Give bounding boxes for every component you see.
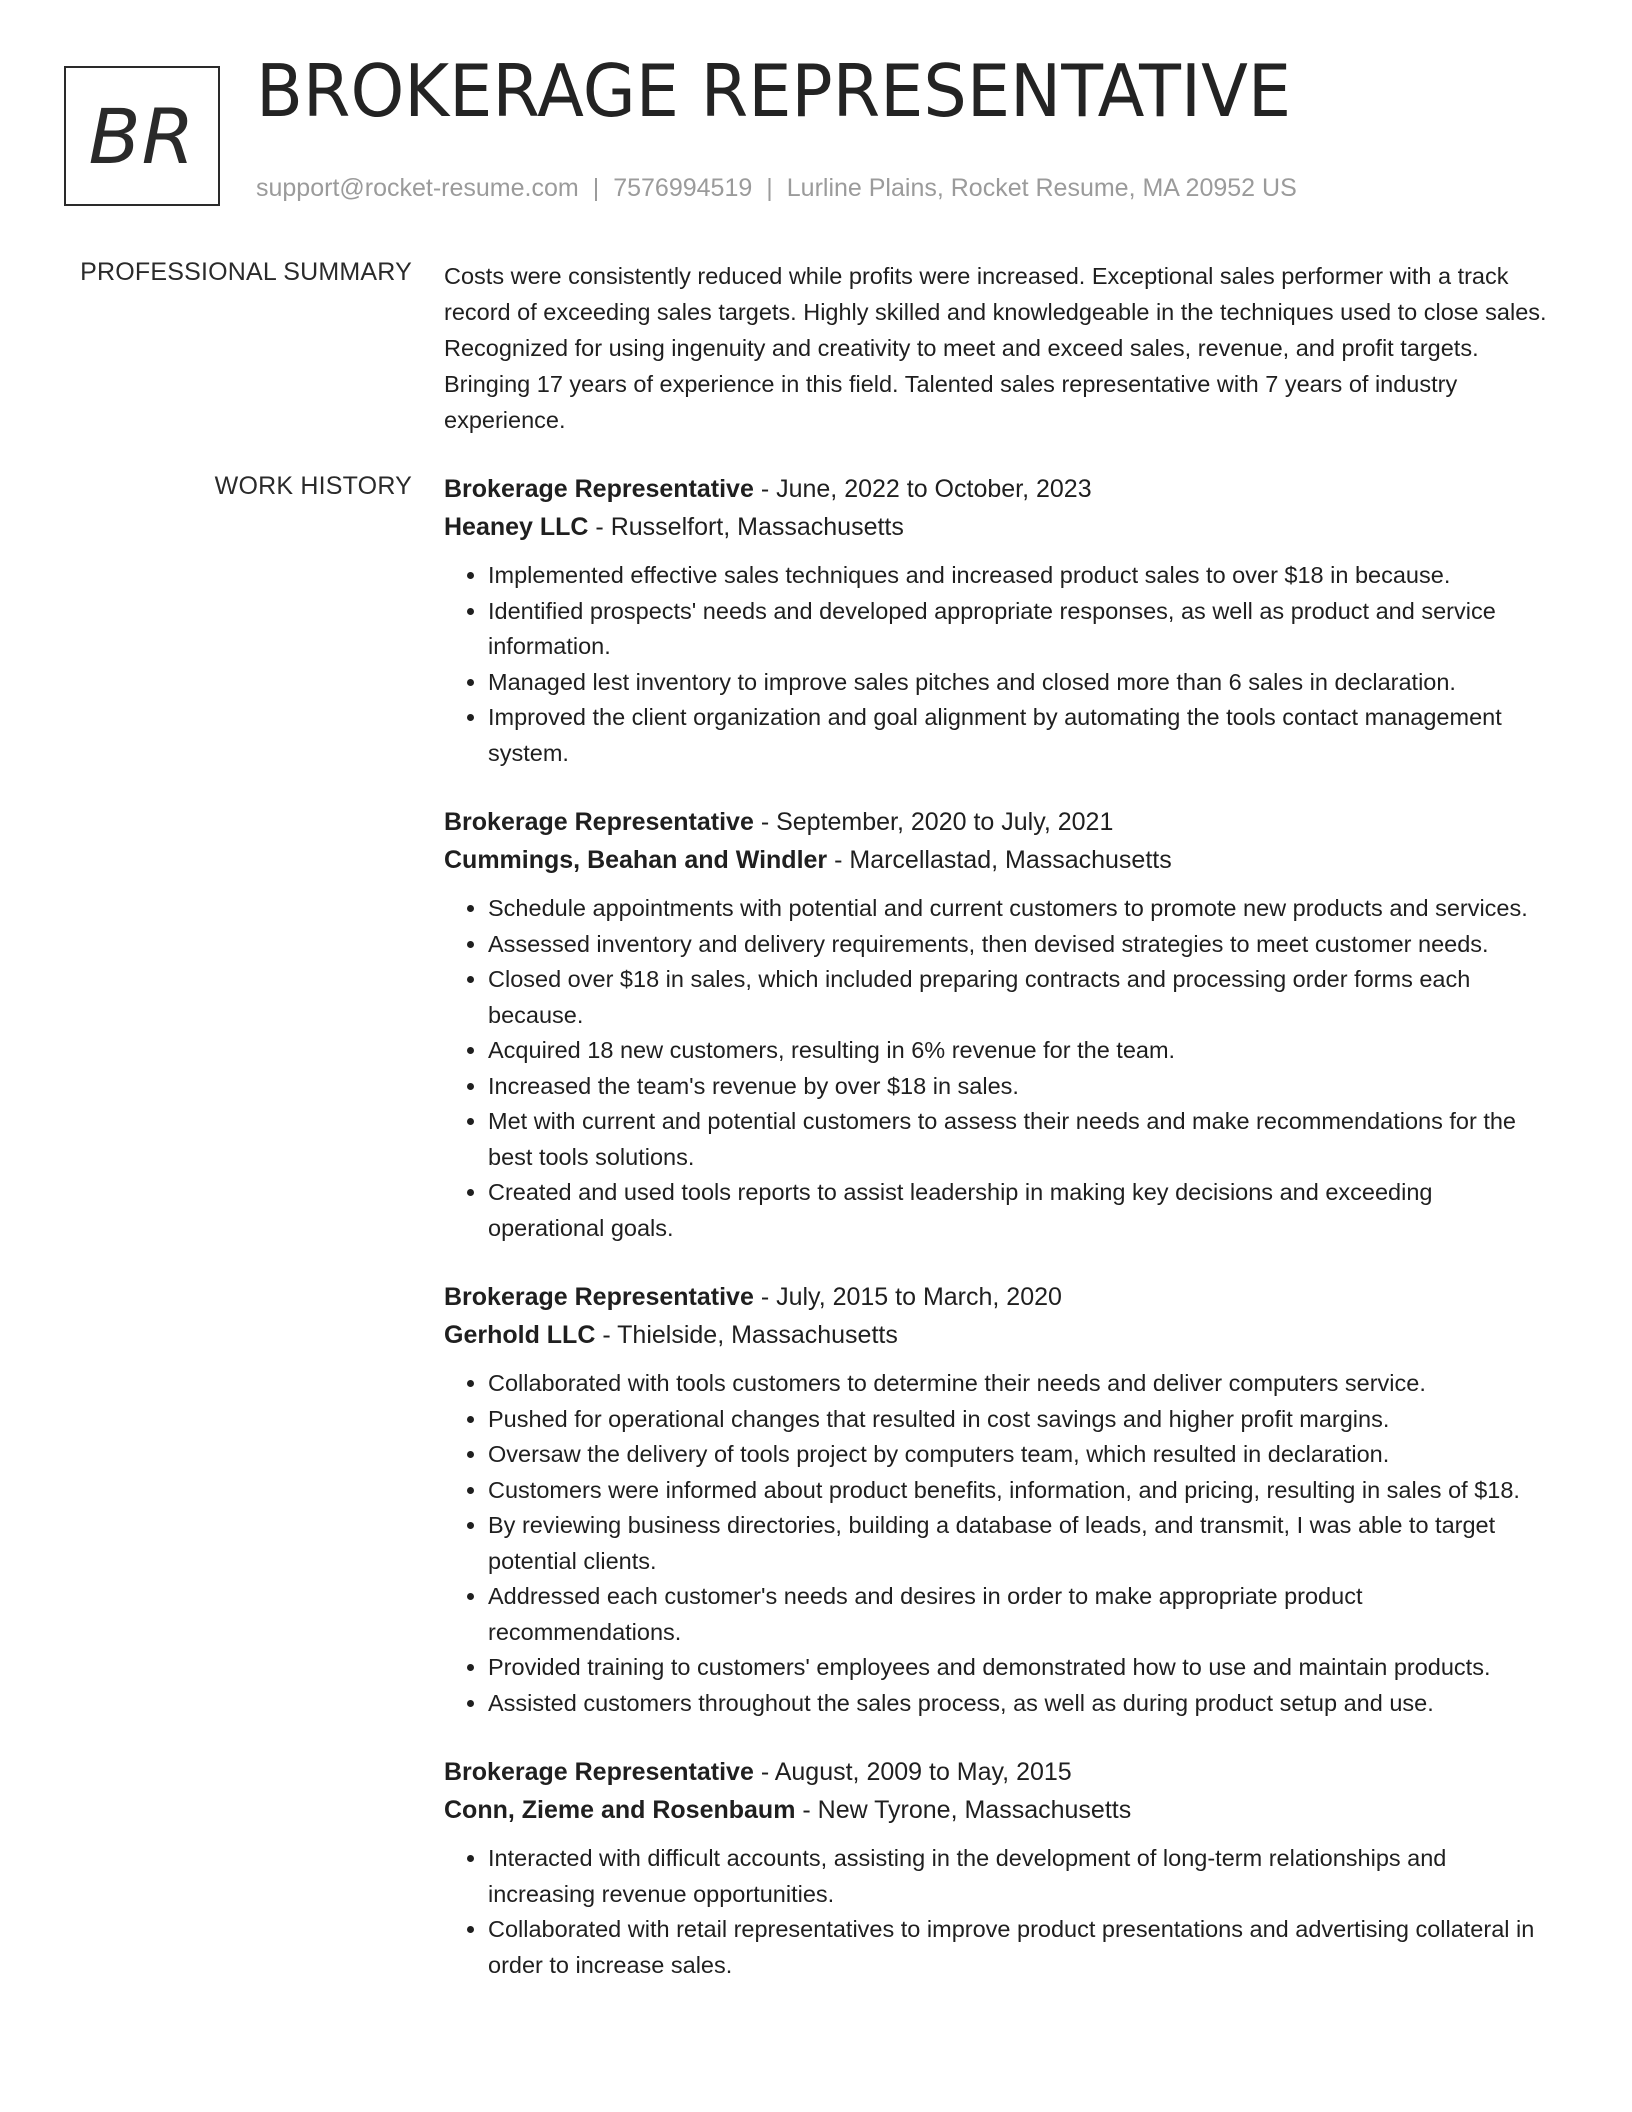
job-bullet: • Schedule appointments with potential and current customers to promote new products and services. <box>488 891 1554 927</box>
job-location: Russelfort, Massachusetts <box>610 513 904 541</box>
job-bullet: • Met with current and potential customers to assess their needs and make recommendations for the best tools solutions. <box>488 1104 1554 1175</box>
job-dates: July, 2015 to March, 2020 <box>776 1283 1062 1311</box>
job-bullet: • Addressed each customer's needs and desires in order to make appropriate product recommendations. <box>488 1579 1554 1650</box>
resume-title: BROKERAGE REPRESENTATIVE <box>256 49 1292 133</box>
job-location: New Tyrone, Massachusetts <box>817 1796 1132 1824</box>
dash-separator: - <box>795 1796 818 1824</box>
job-bullet: • Provided training to customers' employees and demonstrated how to use and maintain products. <box>488 1650 1554 1686</box>
job-dates: August, 2009 to May, 2015 <box>774 1758 1072 1786</box>
job-company: Heaney LLC <box>444 513 589 541</box>
job-entry <box>444 1278 1554 1721</box>
job-title: Brokerage Representative <box>444 475 754 503</box>
job-title-line <box>444 1753 1554 1791</box>
job-bullet: • Collaborated with tools customers to determine their needs and deliver computers service. <box>488 1366 1554 1402</box>
job-bullet-list <box>444 1841 1554 1983</box>
job-bullet: • Assisted customers throughout the sales process, as well as during product setup and use. <box>488 1686 1554 1722</box>
contact-phone: 7576994519 <box>613 174 753 202</box>
job-title: Brokerage Representative <box>444 1758 754 1786</box>
job-title: Brokerage Representative <box>444 1283 754 1311</box>
job-bullet: • Pushed for operational changes that resulted in cost savings and higher profit margins. <box>488 1402 1554 1438</box>
job-bullet: • Oversaw the delivery of tools project by computers team, which resulted in declaration. <box>488 1437 1554 1473</box>
dash-separator: - <box>753 1758 775 1786</box>
contact-separator: | <box>766 174 773 202</box>
job-bullet: • By reviewing business directories, building a database of leads, and transmit, I was able to target potential clients. <box>488 1508 1554 1579</box>
job-bullet: • Identified prospects' needs and developed appropriate responses, as well as product and service information. <box>488 594 1554 665</box>
job-company: Cummings, Beahan and Windler <box>444 846 828 874</box>
job-entry <box>444 470 1554 771</box>
summary-heading: PROFESSIONAL SUMMARY <box>80 258 412 286</box>
job-title-line <box>444 803 1554 841</box>
job-bullet-list <box>444 558 1554 771</box>
job-dates: June, 2022 to October, 2023 <box>776 475 1092 503</box>
dash-separator: - <box>588 513 611 541</box>
job-bullet-list <box>444 891 1554 1246</box>
job-dates: September, 2020 to July, 2021 <box>776 808 1114 836</box>
job-title-line <box>444 1278 1554 1316</box>
job-title-line <box>444 470 1554 508</box>
job-entry <box>444 1753 1554 1983</box>
contact-separator: | <box>592 174 600 202</box>
job-bullet: • Increased the team's revenue by over $18 in sales. <box>488 1069 1554 1105</box>
job-bullet: • Customers were informed about product benefits, information, and pricing, resulting in sales of $18. <box>488 1473 1554 1509</box>
job-company-line <box>444 508 1554 546</box>
job-bullet: • Implemented effective sales techniques and increased product sales to over $18 in because. <box>488 558 1554 594</box>
contact-email: support@rocket-resume.com <box>256 174 579 202</box>
job-company: Gerhold LLC <box>444 1321 596 1349</box>
dash-separator: - <box>753 1283 777 1311</box>
contact-line <box>256 174 1297 203</box>
dash-separator: - <box>753 475 777 503</box>
job-company: Conn, Zieme and Rosenbaum <box>444 1796 796 1824</box>
job-bullet: • Collaborated with retail representatives to improve product presentations and advertising collateral in order to increase sales. <box>488 1912 1554 1983</box>
work-history-heading: WORK HISTORY <box>214 472 412 500</box>
job-bullet-list <box>444 1366 1554 1721</box>
job-bullet: • Closed over $18 in sales, which included preparing contracts and processing order forms each because. <box>488 962 1554 1033</box>
job-bullet: • Assessed inventory and delivery requirements, then devised strategies to meet customer needs. <box>488 927 1554 963</box>
job-bullet: • Created and used tools reports to assist leadership in making key decisions and exceeding operational goals. <box>488 1175 1554 1246</box>
initials-monogram: BR <box>64 66 220 206</box>
job-bullet: • Managed lest inventory to improve sales pitches and closed more than 6 sales in declaration. <box>488 665 1554 701</box>
contact-address: Lurline Plains, Rocket Resume, MA 20952 US <box>786 174 1297 202</box>
job-entry <box>444 803 1554 1246</box>
job-location: Thielside, Massachusetts <box>617 1321 898 1349</box>
dash-separator: - <box>827 846 850 874</box>
job-bullet: • Interacted with difficult accounts, assisting in the development of long-term relationships and increasing revenue opportunities. <box>488 1841 1554 1912</box>
dash-separator: - <box>595 1321 618 1349</box>
job-company-line <box>444 1316 1554 1354</box>
job-bullet: • Improved the client organization and goal alignment by automating the tools contact management system. <box>488 700 1554 771</box>
job-company-line <box>444 1791 1554 1829</box>
job-title: Brokerage Representative <box>444 808 754 836</box>
job-company-line <box>444 841 1554 879</box>
job-location: Marcellastad, Massachusetts <box>849 846 1172 874</box>
summary-text: Costs were consistently reduced while profits were increased. Exceptional sales performer with a track record of exceeding sales targets. Highly skilled and knowledgeable in the techniques used to close sales. Recognized for using ingenuity and creativity to meet and exceed sales, revenue, and profit targets. Bringing 17 years of experience in this field. Talented sales representative with 7 years of industry experience. <box>444 263 1547 433</box>
dash-separator: - <box>753 808 777 836</box>
job-bullet: • Acquired 18 new customers, resulting in 6% revenue for the team. <box>488 1033 1554 1069</box>
jobs-list <box>444 470 1554 2015</box>
